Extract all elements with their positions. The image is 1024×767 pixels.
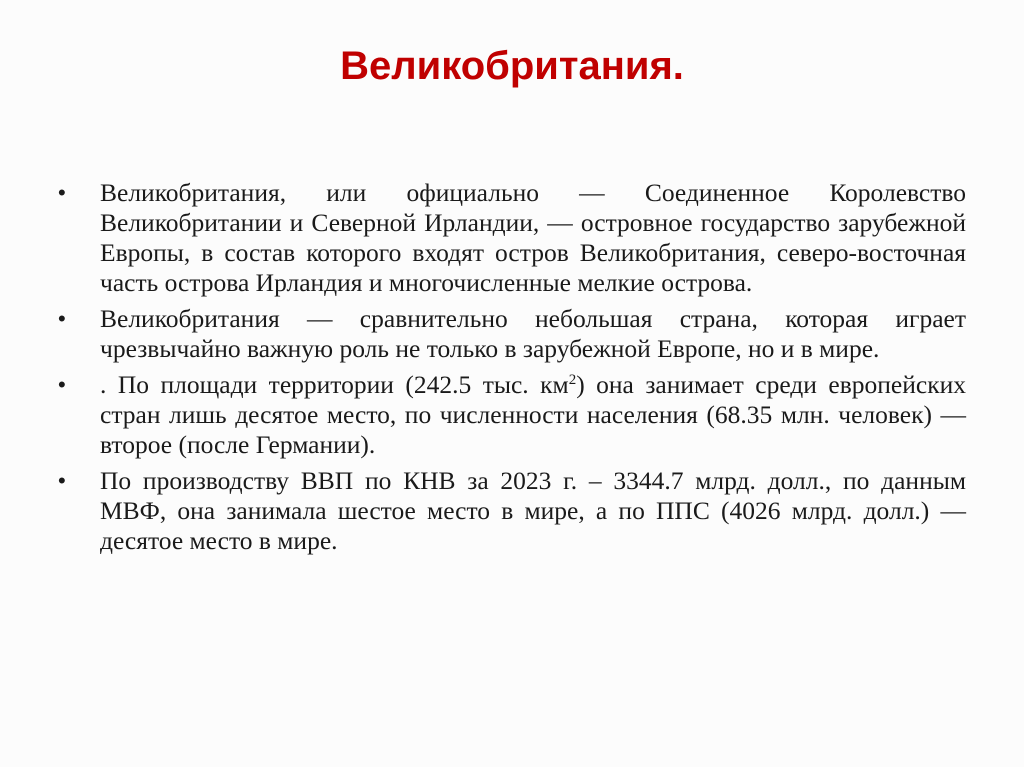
bullet-text: По производству ВВП по КНВ за 2023 г. – 3344.7 млрд. долл., по данным МВФ, она занимала шестое место в мире, а по ППС (4026 млрд. долл.) — десятое место в мире.	[100, 466, 966, 555]
bullet-item-3	[58, 370, 966, 460]
bullet-list	[58, 178, 966, 562]
slide-title: Великобритания.	[340, 44, 684, 88]
bullet-item-1	[58, 178, 966, 298]
bullet-dot-icon: •	[58, 372, 66, 397]
bullet-dot-icon: •	[58, 180, 66, 205]
bullet-text: Великобритания, или официально — Соединенное Королевство Великобритании и Северной Ирландии, — островное государство зарубежной Европы, в состав которого входят остров Великобритания, северо-восточная часть острова Ирландия и многочисленные мелкие острова.	[100, 178, 966, 297]
bullet-item-2	[58, 304, 966, 364]
bullet-dot-icon: •	[58, 468, 66, 493]
bullet-item-4	[58, 466, 966, 556]
bullet-text-start: . По площади территории (242.5 тыс. км	[100, 370, 569, 399]
bullet-dot-icon: •	[58, 306, 66, 331]
bullet-text-end: ) она занимает среди европейских стран лишь десятое место, по численности населения (68.35 млн. человек) — второе (после Германии).	[100, 370, 966, 459]
superscript-exponent: 2	[568, 372, 577, 388]
bullet-text: Великобритания — сравнительно небольшая страна, которая играет чрезвычайно важную роль не только в зарубежной Европе, но и в мире.	[100, 304, 966, 363]
